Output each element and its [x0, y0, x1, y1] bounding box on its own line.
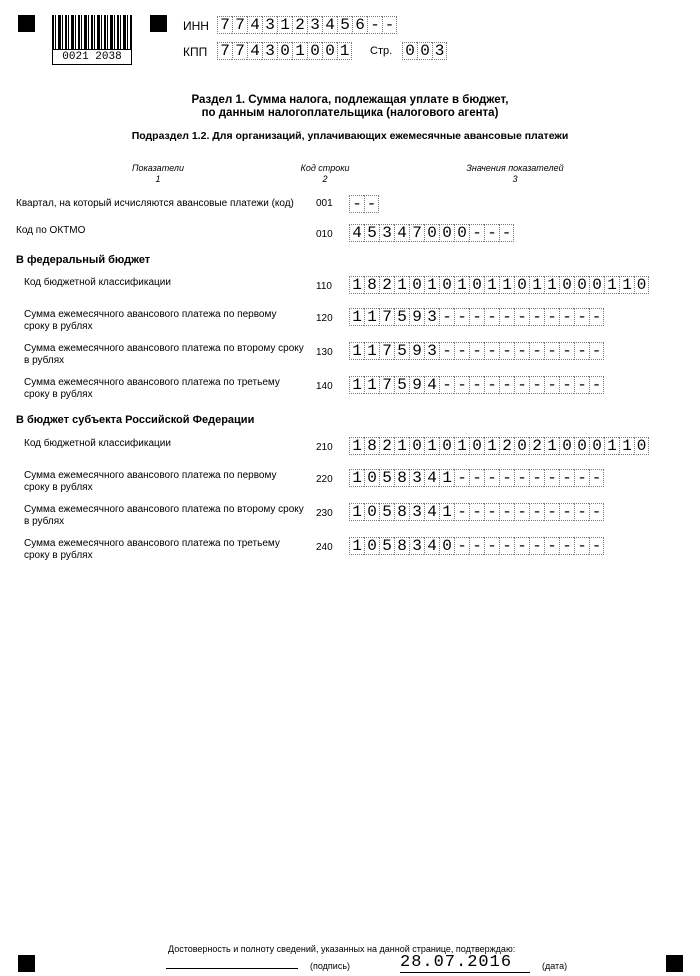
- digit-cell[interactable]: 0: [469, 437, 484, 455]
- corner-mark-top-left: [18, 15, 35, 32]
- digit-cell[interactable]: -: [484, 342, 499, 360]
- digit-cell[interactable]: 0: [307, 42, 322, 60]
- digit-cell[interactable]: -: [544, 376, 559, 394]
- digit-cell[interactable]: 7: [379, 376, 394, 394]
- digit-cell[interactable]: 9: [409, 308, 424, 326]
- digit-cell[interactable]: 0: [417, 42, 432, 60]
- digit-cell[interactable]: -: [529, 376, 544, 394]
- digit-cell[interactable]: -: [514, 376, 529, 394]
- section-title-line2: по данным налогоплательщика (налогового агента): [201, 107, 499, 119]
- digit-cell[interactable]: 1: [604, 437, 619, 455]
- digit-cell[interactable]: -: [499, 308, 514, 326]
- digit-cell[interactable]: -: [514, 537, 529, 555]
- digit-cell[interactable]: 7: [217, 42, 232, 60]
- digit-cell[interactable]: -: [529, 503, 544, 521]
- digit-cell[interactable]: 0: [439, 537, 454, 555]
- row-label-140: Сумма ежемесячного авансового платежа по третьему сроку в рублях: [24, 377, 280, 400]
- digit-cell[interactable]: 4: [394, 224, 409, 242]
- digit-cell[interactable]: 3: [432, 42, 447, 60]
- barcode-number: 0021 2038: [52, 49, 132, 65]
- digit-cell[interactable]: 7: [409, 224, 424, 242]
- digit-cell[interactable]: 8: [394, 469, 409, 487]
- digit-cell[interactable]: -: [589, 342, 604, 360]
- corner-mark-bottom-right: [666, 955, 683, 972]
- digit-cell[interactable]: 3: [409, 503, 424, 521]
- subsection-title: Подраздел 1.2. Для организаций, уплачивающих ежемесячные авансовые платежи: [131, 130, 569, 142]
- row-field-230[interactable]: [349, 503, 604, 521]
- digit-cell[interactable]: 1: [349, 342, 364, 360]
- digit-cell[interactable]: 0: [364, 537, 379, 555]
- digit-cell[interactable]: 1: [277, 16, 292, 34]
- digit-cell[interactable]: -: [559, 342, 574, 360]
- digit-cell[interactable]: -: [439, 342, 454, 360]
- digit-cell[interactable]: 0: [439, 276, 454, 294]
- digit-cell[interactable]: 0: [364, 469, 379, 487]
- digit-cell[interactable]: 6: [352, 16, 367, 34]
- col2-name: Код строки: [300, 163, 350, 173]
- digit-cell[interactable]: 1: [394, 276, 409, 294]
- digit-cell[interactable]: 3: [379, 224, 394, 242]
- digit-cell[interactable]: 1: [349, 469, 364, 487]
- digit-cell[interactable]: -: [529, 342, 544, 360]
- digit-cell[interactable]: 5: [379, 469, 394, 487]
- digit-cell[interactable]: -: [484, 469, 499, 487]
- digit-cell[interactable]: -: [589, 537, 604, 555]
- col3-name: Значения показателей: [466, 163, 564, 173]
- digit-cell[interactable]: 2: [292, 16, 307, 34]
- inn-field[interactable]: [217, 16, 397, 34]
- digit-cell[interactable]: -: [544, 503, 559, 521]
- digit-cell[interactable]: 2: [499, 437, 514, 455]
- digit-cell[interactable]: 1: [364, 308, 379, 326]
- digit-cell[interactable]: -: [514, 342, 529, 360]
- digit-cell[interactable]: 1: [349, 537, 364, 555]
- digit-cell[interactable]: 0: [424, 224, 439, 242]
- digit-cell[interactable]: 0: [277, 42, 292, 60]
- row-field-140[interactable]: [349, 376, 604, 394]
- digit-cell[interactable]: 1: [292, 42, 307, 60]
- row-code-210: 210: [316, 442, 333, 453]
- kpp-field[interactable]: [217, 42, 352, 60]
- col1-header: [108, 163, 208, 185]
- digit-cell[interactable]: 0: [559, 276, 574, 294]
- row-field-110[interactable]: [349, 276, 649, 294]
- digit-cell[interactable]: 0: [439, 437, 454, 455]
- digit-cell[interactable]: 7: [232, 42, 247, 60]
- digit-cell[interactable]: -: [574, 376, 589, 394]
- oktmo-code: 010: [316, 229, 333, 240]
- federal-heading: В федеральный бюджет: [16, 254, 151, 266]
- digit-cell[interactable]: -: [574, 503, 589, 521]
- digit-cell[interactable]: -: [364, 195, 379, 213]
- digit-cell[interactable]: -: [469, 342, 484, 360]
- quarter-code: 001: [316, 198, 333, 209]
- digit-cell[interactable]: 4: [322, 16, 337, 34]
- digit-cell[interactable]: 0: [402, 42, 417, 60]
- digit-cell[interactable]: 1: [349, 503, 364, 521]
- digit-cell[interactable]: 7: [379, 342, 394, 360]
- row-label-130: Сумма ежемесячного авансового платежа по второму сроку в рублях: [24, 343, 304, 366]
- digit-cell[interactable]: 0: [409, 437, 424, 455]
- inn-label: ИНН: [183, 19, 209, 33]
- digit-cell[interactable]: 4: [424, 469, 439, 487]
- col1-name: Показатели: [132, 163, 184, 173]
- oktmo-label: Код по ОКТМО: [16, 225, 86, 236]
- digit-cell[interactable]: 4: [424, 376, 439, 394]
- digit-cell[interactable]: -: [499, 342, 514, 360]
- digit-cell[interactable]: 0: [589, 437, 604, 455]
- row-label-120: Сумма ежемесячного авансового платежа по первому сроку в рублях: [24, 309, 277, 332]
- corner-mark-bottom-left: [18, 955, 35, 972]
- digit-cell[interactable]: 4: [424, 503, 439, 521]
- digit-cell[interactable]: 0: [589, 276, 604, 294]
- row-code-230: 230: [316, 508, 333, 519]
- digit-cell[interactable]: -: [529, 537, 544, 555]
- row-field-210[interactable]: [349, 437, 649, 455]
- digit-cell[interactable]: -: [454, 503, 469, 521]
- digit-cell[interactable]: 2: [379, 437, 394, 455]
- barcode: [52, 15, 132, 51]
- digit-cell[interactable]: 1: [337, 42, 352, 60]
- digit-cell[interactable]: 3: [262, 42, 277, 60]
- digit-cell[interactable]: 9: [409, 342, 424, 360]
- digit-cell[interactable]: 4: [247, 42, 262, 60]
- digit-cell[interactable]: 0: [574, 276, 589, 294]
- digit-cell[interactable]: -: [439, 308, 454, 326]
- digit-cell[interactable]: 3: [424, 308, 439, 326]
- digit-cell[interactable]: 0: [469, 276, 484, 294]
- col1-num: 1: [155, 174, 161, 184]
- digit-cell[interactable]: 3: [424, 342, 439, 360]
- digit-cell[interactable]: -: [574, 342, 589, 360]
- digit-cell[interactable]: -: [484, 503, 499, 521]
- row-code-140: 140: [316, 381, 333, 392]
- row-field-220[interactable]: [349, 469, 604, 487]
- digit-cell[interactable]: 1: [544, 276, 559, 294]
- digit-cell[interactable]: 1: [439, 469, 454, 487]
- row-code-110: 110: [316, 281, 332, 292]
- row-field-240[interactable]: [349, 537, 604, 555]
- digit-cell[interactable]: 5: [394, 376, 409, 394]
- digit-cell[interactable]: 1: [349, 276, 364, 294]
- row-field-130[interactable]: [349, 342, 604, 360]
- digit-cell[interactable]: 1: [394, 437, 409, 455]
- digit-cell[interactable]: 8: [394, 537, 409, 555]
- digit-cell[interactable]: -: [349, 195, 364, 213]
- row-label-210: Код бюджетной классификации: [24, 438, 171, 449]
- digit-cell[interactable]: 5: [394, 308, 409, 326]
- digit-cell[interactable]: 0: [322, 42, 337, 60]
- confirm-text: Достоверность и полноту сведений, указанных на данной странице, подтверждаю:: [168, 944, 516, 954]
- digit-cell[interactable]: 8: [364, 437, 379, 455]
- digit-cell[interactable]: -: [589, 376, 604, 394]
- digit-cell[interactable]: 1: [604, 276, 619, 294]
- digit-cell[interactable]: 5: [364, 224, 379, 242]
- digit-cell[interactable]: 3: [409, 469, 424, 487]
- digit-cell[interactable]: -: [589, 503, 604, 521]
- digit-cell[interactable]: -: [484, 308, 499, 326]
- digit-cell[interactable]: 8: [394, 503, 409, 521]
- digit-cell[interactable]: 1: [424, 276, 439, 294]
- digit-cell[interactable]: -: [484, 376, 499, 394]
- digit-cell[interactable]: -: [559, 308, 574, 326]
- col3-header: [450, 163, 580, 185]
- digit-cell[interactable]: -: [439, 376, 454, 394]
- section-title-line1: Раздел 1. Сумма налога, подлежащая уплате в бюджет,: [191, 94, 509, 106]
- digit-cell[interactable]: -: [589, 308, 604, 326]
- digit-cell[interactable]: -: [469, 503, 484, 521]
- row-label-230: Сумма ежемесячного авансового платежа по второму сроку в рублях: [24, 504, 304, 527]
- digit-cell[interactable]: 1: [364, 342, 379, 360]
- digit-cell[interactable]: 1: [454, 437, 469, 455]
- digit-cell[interactable]: -: [544, 469, 559, 487]
- digit-cell[interactable]: -: [469, 376, 484, 394]
- signature-label: (подпись): [310, 961, 351, 971]
- date-label: (дата): [542, 961, 568, 971]
- digit-cell[interactable]: 0: [439, 224, 454, 242]
- digit-cell[interactable]: -: [589, 469, 604, 487]
- digit-cell[interactable]: -: [499, 224, 514, 242]
- signature-line[interactable]: [166, 968, 298, 969]
- digit-cell[interactable]: 0: [364, 503, 379, 521]
- quarter-field[interactable]: [349, 195, 379, 213]
- digit-cell[interactable]: 1: [349, 376, 364, 394]
- digit-cell[interactable]: -: [382, 16, 397, 34]
- digit-cell[interactable]: 5: [379, 537, 394, 555]
- page-label: Стр.: [370, 45, 393, 57]
- date-value[interactable]: 28.07.2016: [400, 953, 530, 973]
- digit-cell[interactable]: 1: [364, 376, 379, 394]
- digit-cell[interactable]: 5: [394, 342, 409, 360]
- digit-cell[interactable]: 1: [424, 437, 439, 455]
- digit-cell[interactable]: 1: [499, 276, 514, 294]
- digit-cell[interactable]: 0: [514, 437, 529, 455]
- digit-cell[interactable]: -: [499, 503, 514, 521]
- digit-cell[interactable]: -: [544, 342, 559, 360]
- digit-cell[interactable]: -: [559, 376, 574, 394]
- digit-cell[interactable]: 1: [619, 437, 634, 455]
- digit-cell[interactable]: -: [469, 224, 484, 242]
- row-label-110: Код бюджетной классификации: [24, 277, 171, 288]
- row-label-240: Сумма ежемесячного авансового платежа по третьему сроку в рублях: [24, 538, 280, 561]
- digit-cell[interactable]: -: [574, 537, 589, 555]
- regional-heading: В бюджет субъекта Российской Федерации: [16, 414, 255, 426]
- digit-cell[interactable]: 7: [379, 308, 394, 326]
- digit-cell[interactable]: -: [454, 308, 469, 326]
- digit-cell[interactable]: 1: [349, 437, 364, 455]
- digit-cell[interactable]: -: [514, 308, 529, 326]
- digit-cell[interactable]: 1: [484, 276, 499, 294]
- digit-cell[interactable]: 3: [409, 537, 424, 555]
- col2-header: [285, 163, 365, 185]
- digit-cell[interactable]: -: [544, 308, 559, 326]
- corner-mark-top-right: [150, 15, 167, 32]
- digit-cell[interactable]: 0: [559, 437, 574, 455]
- digit-cell[interactable]: -: [469, 308, 484, 326]
- digit-cell[interactable]: -: [544, 537, 559, 555]
- digit-cell[interactable]: 1: [619, 276, 634, 294]
- digit-cell[interactable]: 5: [337, 16, 352, 34]
- digit-cell[interactable]: -: [499, 537, 514, 555]
- digit-cell[interactable]: 7: [232, 16, 247, 34]
- digit-cell[interactable]: 1: [544, 437, 559, 455]
- digit-cell[interactable]: -: [469, 469, 484, 487]
- digit-cell[interactable]: 0: [454, 224, 469, 242]
- digit-cell[interactable]: -: [454, 537, 469, 555]
- digit-cell[interactable]: -: [499, 469, 514, 487]
- digit-cell[interactable]: -: [454, 469, 469, 487]
- digit-cell[interactable]: -: [574, 308, 589, 326]
- col3-num: 3: [512, 174, 518, 184]
- digit-cell[interactable]: 9: [409, 376, 424, 394]
- digit-cell[interactable]: 3: [307, 16, 322, 34]
- digit-cell[interactable]: 4: [349, 224, 364, 242]
- digit-cell[interactable]: 4: [247, 16, 262, 34]
- digit-cell[interactable]: 3: [262, 16, 277, 34]
- digit-cell[interactable]: 0: [574, 437, 589, 455]
- digit-cell[interactable]: 1: [484, 437, 499, 455]
- digit-cell[interactable]: 1: [349, 308, 364, 326]
- digit-cell[interactable]: 0: [409, 276, 424, 294]
- digit-cell[interactable]: -: [367, 16, 382, 34]
- digit-cell[interactable]: -: [484, 537, 499, 555]
- quarter-label: Квартал, на который исчисляются авансовые платежи (код): [16, 198, 294, 209]
- digit-cell[interactable]: -: [559, 469, 574, 487]
- oktmo-field[interactable]: [349, 224, 514, 242]
- digit-cell[interactable]: -: [529, 308, 544, 326]
- digit-cell[interactable]: 1: [454, 276, 469, 294]
- kpp-label: КПП: [183, 45, 208, 59]
- digit-cell[interactable]: 8: [364, 276, 379, 294]
- digit-cell[interactable]: 0: [634, 276, 649, 294]
- digit-cell[interactable]: -: [469, 537, 484, 555]
- row-field-120[interactable]: [349, 308, 604, 326]
- digit-cell[interactable]: 0: [514, 276, 529, 294]
- digit-cell[interactable]: -: [454, 342, 469, 360]
- page-number-field[interactable]: [402, 42, 447, 60]
- digit-cell[interactable]: -: [529, 469, 544, 487]
- row-label-220: Сумма ежемесячного авансового платежа по первому сроку в рублях: [24, 470, 277, 493]
- digit-cell[interactable]: -: [499, 376, 514, 394]
- row-code-130: 130: [316, 347, 333, 358]
- row-code-220: 220: [316, 474, 333, 485]
- digit-cell[interactable]: -: [484, 224, 499, 242]
- digit-cell[interactable]: -: [559, 503, 574, 521]
- digit-cell[interactable]: -: [514, 469, 529, 487]
- row-code-120: 120: [316, 313, 333, 324]
- digit-cell[interactable]: -: [514, 503, 529, 521]
- digit-cell[interactable]: 2: [379, 276, 394, 294]
- digit-cell[interactable]: 2: [529, 437, 544, 455]
- digit-cell[interactable]: 4: [424, 537, 439, 555]
- digit-cell[interactable]: 7: [217, 16, 232, 34]
- digit-cell[interactable]: 1: [529, 276, 544, 294]
- col2-num: 2: [322, 174, 328, 184]
- digit-cell[interactable]: -: [454, 376, 469, 394]
- digit-cell[interactable]: 1: [439, 503, 454, 521]
- digit-cell[interactable]: -: [559, 537, 574, 555]
- digit-cell[interactable]: 5: [379, 503, 394, 521]
- digit-cell[interactable]: -: [574, 469, 589, 487]
- digit-cell[interactable]: 0: [634, 437, 649, 455]
- row-code-240: 240: [316, 542, 333, 553]
